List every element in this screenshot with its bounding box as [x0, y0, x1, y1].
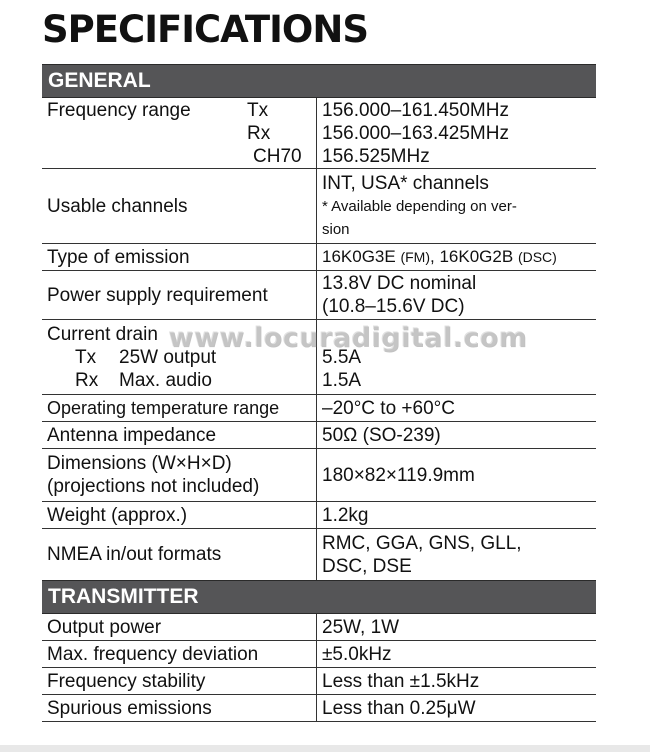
row-frequency-range: [42, 98, 596, 168]
watermark-text: www.locuradigital.com: [168, 322, 527, 353]
value-spurious-emissions: Less than 0.25μW: [322, 697, 476, 719]
page-title: SPECIFICATIONS: [42, 8, 368, 51]
row-type-of-emission: [42, 243, 596, 270]
row-usable-channels: [42, 168, 596, 243]
value-current-drain: 5.5A 1.5A: [322, 347, 362, 391]
row-power-supply: [42, 270, 596, 319]
label-max-frequency-deviation: Max. frequency deviation: [42, 641, 317, 667]
label-type-of-emission: Type of emission: [42, 244, 317, 270]
label-current-drain: Current drain Tx 25W output Rx Max. audio: [42, 320, 317, 394]
label-operating-temp: Operating temperature range: [42, 395, 317, 421]
row-output-power: [42, 614, 596, 640]
label-dimensions: Dimensions (W×H×D) (projections not included): [42, 449, 317, 501]
value-usable-channels: INT, USA* channels * Available depending on ver- sion: [322, 172, 517, 238]
spec-table: [42, 64, 596, 722]
value-type-of-emission: 16K0G3E (FM), 16K0G2B (DSC): [322, 247, 557, 266]
value-frequency-stability: Less than ±1.5kHz: [322, 670, 480, 692]
value-max-frequency-deviation: ±5.0kHz: [322, 643, 392, 665]
value-dimensions: 180×82×119.9mm: [322, 464, 475, 486]
label-weight: Weight (approx.): [42, 502, 317, 528]
label-spurious-emissions: Spurious emissions: [42, 695, 317, 721]
freq-ch70-value: 156.525MHz: [322, 146, 430, 167]
row-weight: [42, 501, 596, 528]
value-weight: 1.2kg: [322, 504, 369, 526]
label-nmea: NMEA in/out formats: [42, 529, 317, 580]
row-spurious-emissions: [42, 694, 596, 721]
freq-rx-value: 156.000–163.425MHz: [322, 123, 509, 144]
section-header-general: GENERAL: [42, 64, 596, 98]
section-header-transmitter: TRANSMITTER: [42, 580, 596, 614]
value-antenna-impedance: 50Ω (SO-239): [322, 424, 441, 446]
freq-tx-value: 156.000–161.450MHz: [322, 100, 509, 121]
value-frequency-range: [317, 98, 596, 168]
row-antenna-impedance: [42, 421, 596, 448]
row-dimensions: [42, 448, 596, 501]
row-operating-temp: [42, 394, 596, 421]
label-antenna-impedance: Antenna impedance: [42, 422, 317, 448]
row-frequency-stability: [42, 667, 596, 694]
value-output-power: 25W, 1W: [322, 616, 400, 638]
label-usable-channels: Usable channels: [42, 169, 317, 243]
row-max-frequency-deviation: [42, 640, 596, 667]
value-power-supply: 13.8V DC nominal (10.8–15.6V DC): [322, 273, 477, 317]
label-power-supply: Power supply requirement: [42, 271, 317, 319]
value-nmea: RMC, GGA, GNS, GLL, DSC, DSE: [322, 532, 522, 577]
label-output-power: Output power: [42, 614, 317, 640]
row-nmea: [42, 528, 596, 580]
value-operating-temp: –20°C to +60°C: [322, 397, 455, 419]
bottom-rule: [0, 745, 650, 752]
row-current-drain: [42, 319, 596, 394]
label-frequency-range: Frequency range Tx Rx CH70: [42, 98, 317, 168]
label-frequency-stability: Frequency stability: [42, 668, 317, 694]
